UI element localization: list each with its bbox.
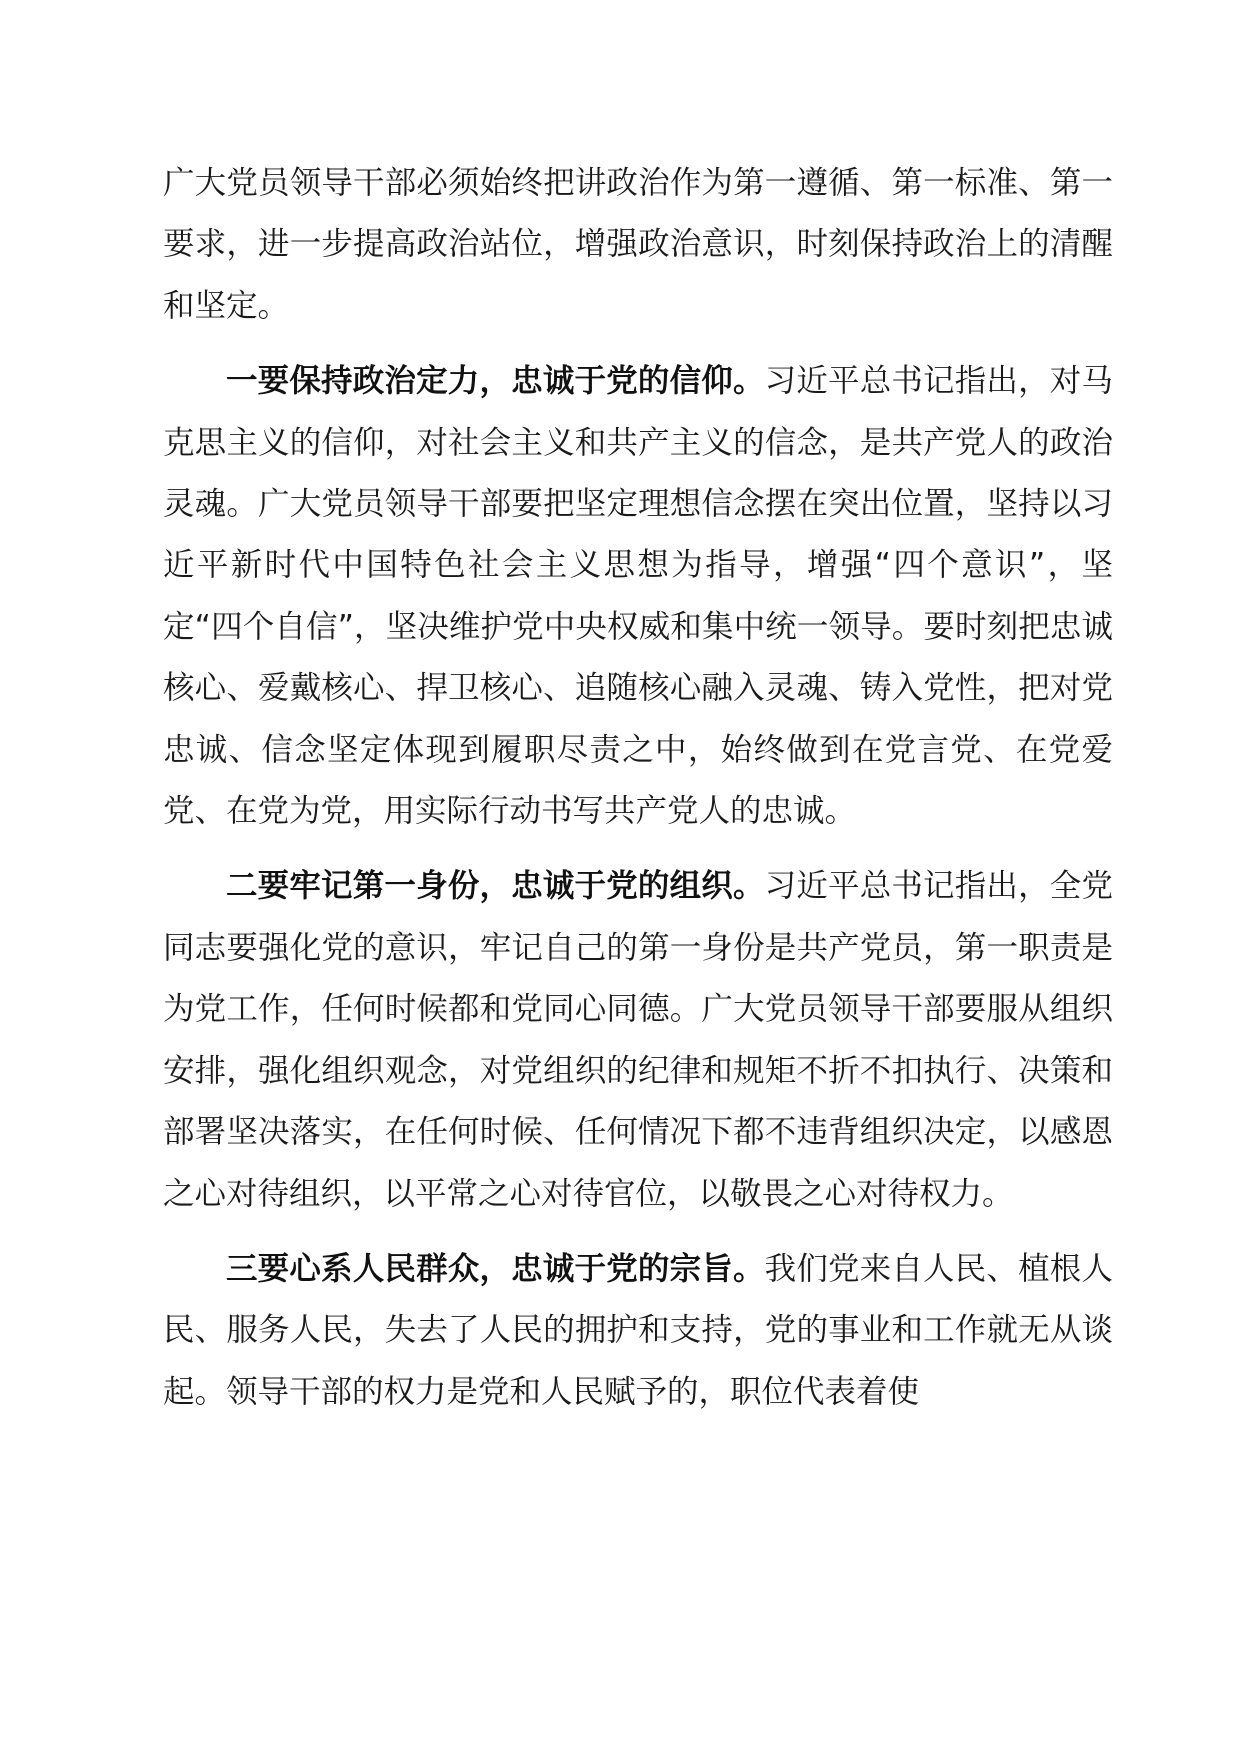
paragraph-lead: 二要牢记第一身份，忠诚于党的组织。 [226,868,765,905]
paragraph-text: 我们党来自人民、植根人民、服务人民，失去了人民的拥护和支持，党的事业和工作就无从谈起。领导干部的权力是党和人民赋予的，职位代表着使 [163,1250,1113,1410]
paragraph-point-one [163,351,1113,842]
paragraph-text: 习近平总书记指出，对马克思主义的信仰，对社会主义和共产主义的信念，是共产党人的政治灵魂。广大党员领导干部要把坚定理想信念摆在突出位置，坚持以习近平新时代中国特色社会主义思想为指导，增强“四个意识”，坚定“四个自信”，坚决维护党中央权威和集中统一领导。要时刻把忠诚核心、爱戴核心、捍卫核心、追随核心融入灵魂、铸入党性，把对党忠诚、信念坚定体现到履职尽责之中，始终做到在党言党、在党爱党、在党为党，用实际行动书写共产党人的忠诚。 [163,363,1113,830]
paragraph-lead: 一要保持政治定力，忠诚于党的信仰。 [226,363,765,400]
paragraph-lead: 三要心系人民群众，忠诚于党的宗旨。 [226,1250,765,1287]
document-body [163,153,1113,1423]
paragraph-text: 习近平总书记指出，全党同志要强化党的意识，牢记自己的第一身份是共产党员，第一职责是为党工作，任何时候都和党同心同德。广大党员领导干部要服从组织安排，强化组织观念，对党组织的纪律和规矩不折不扣执行、决策和部署坚决落实，在任何时候、任何情况下都不违背组织决定，以感恩之心对待组织，以平常之心对待官位，以敬畏之心对待权力。 [163,868,1113,1212]
paragraph-intro [163,153,1113,337]
paragraph-point-two [163,856,1113,1224]
paragraph-text: 广大党员领导干部必须始终把讲政治作为第一遵循、第一标准、第一要求，进一步提高政治站位，增强政治意识，时刻保持政治上的清醒和坚定。 [163,165,1113,324]
paragraph-point-three [163,1239,1113,1423]
